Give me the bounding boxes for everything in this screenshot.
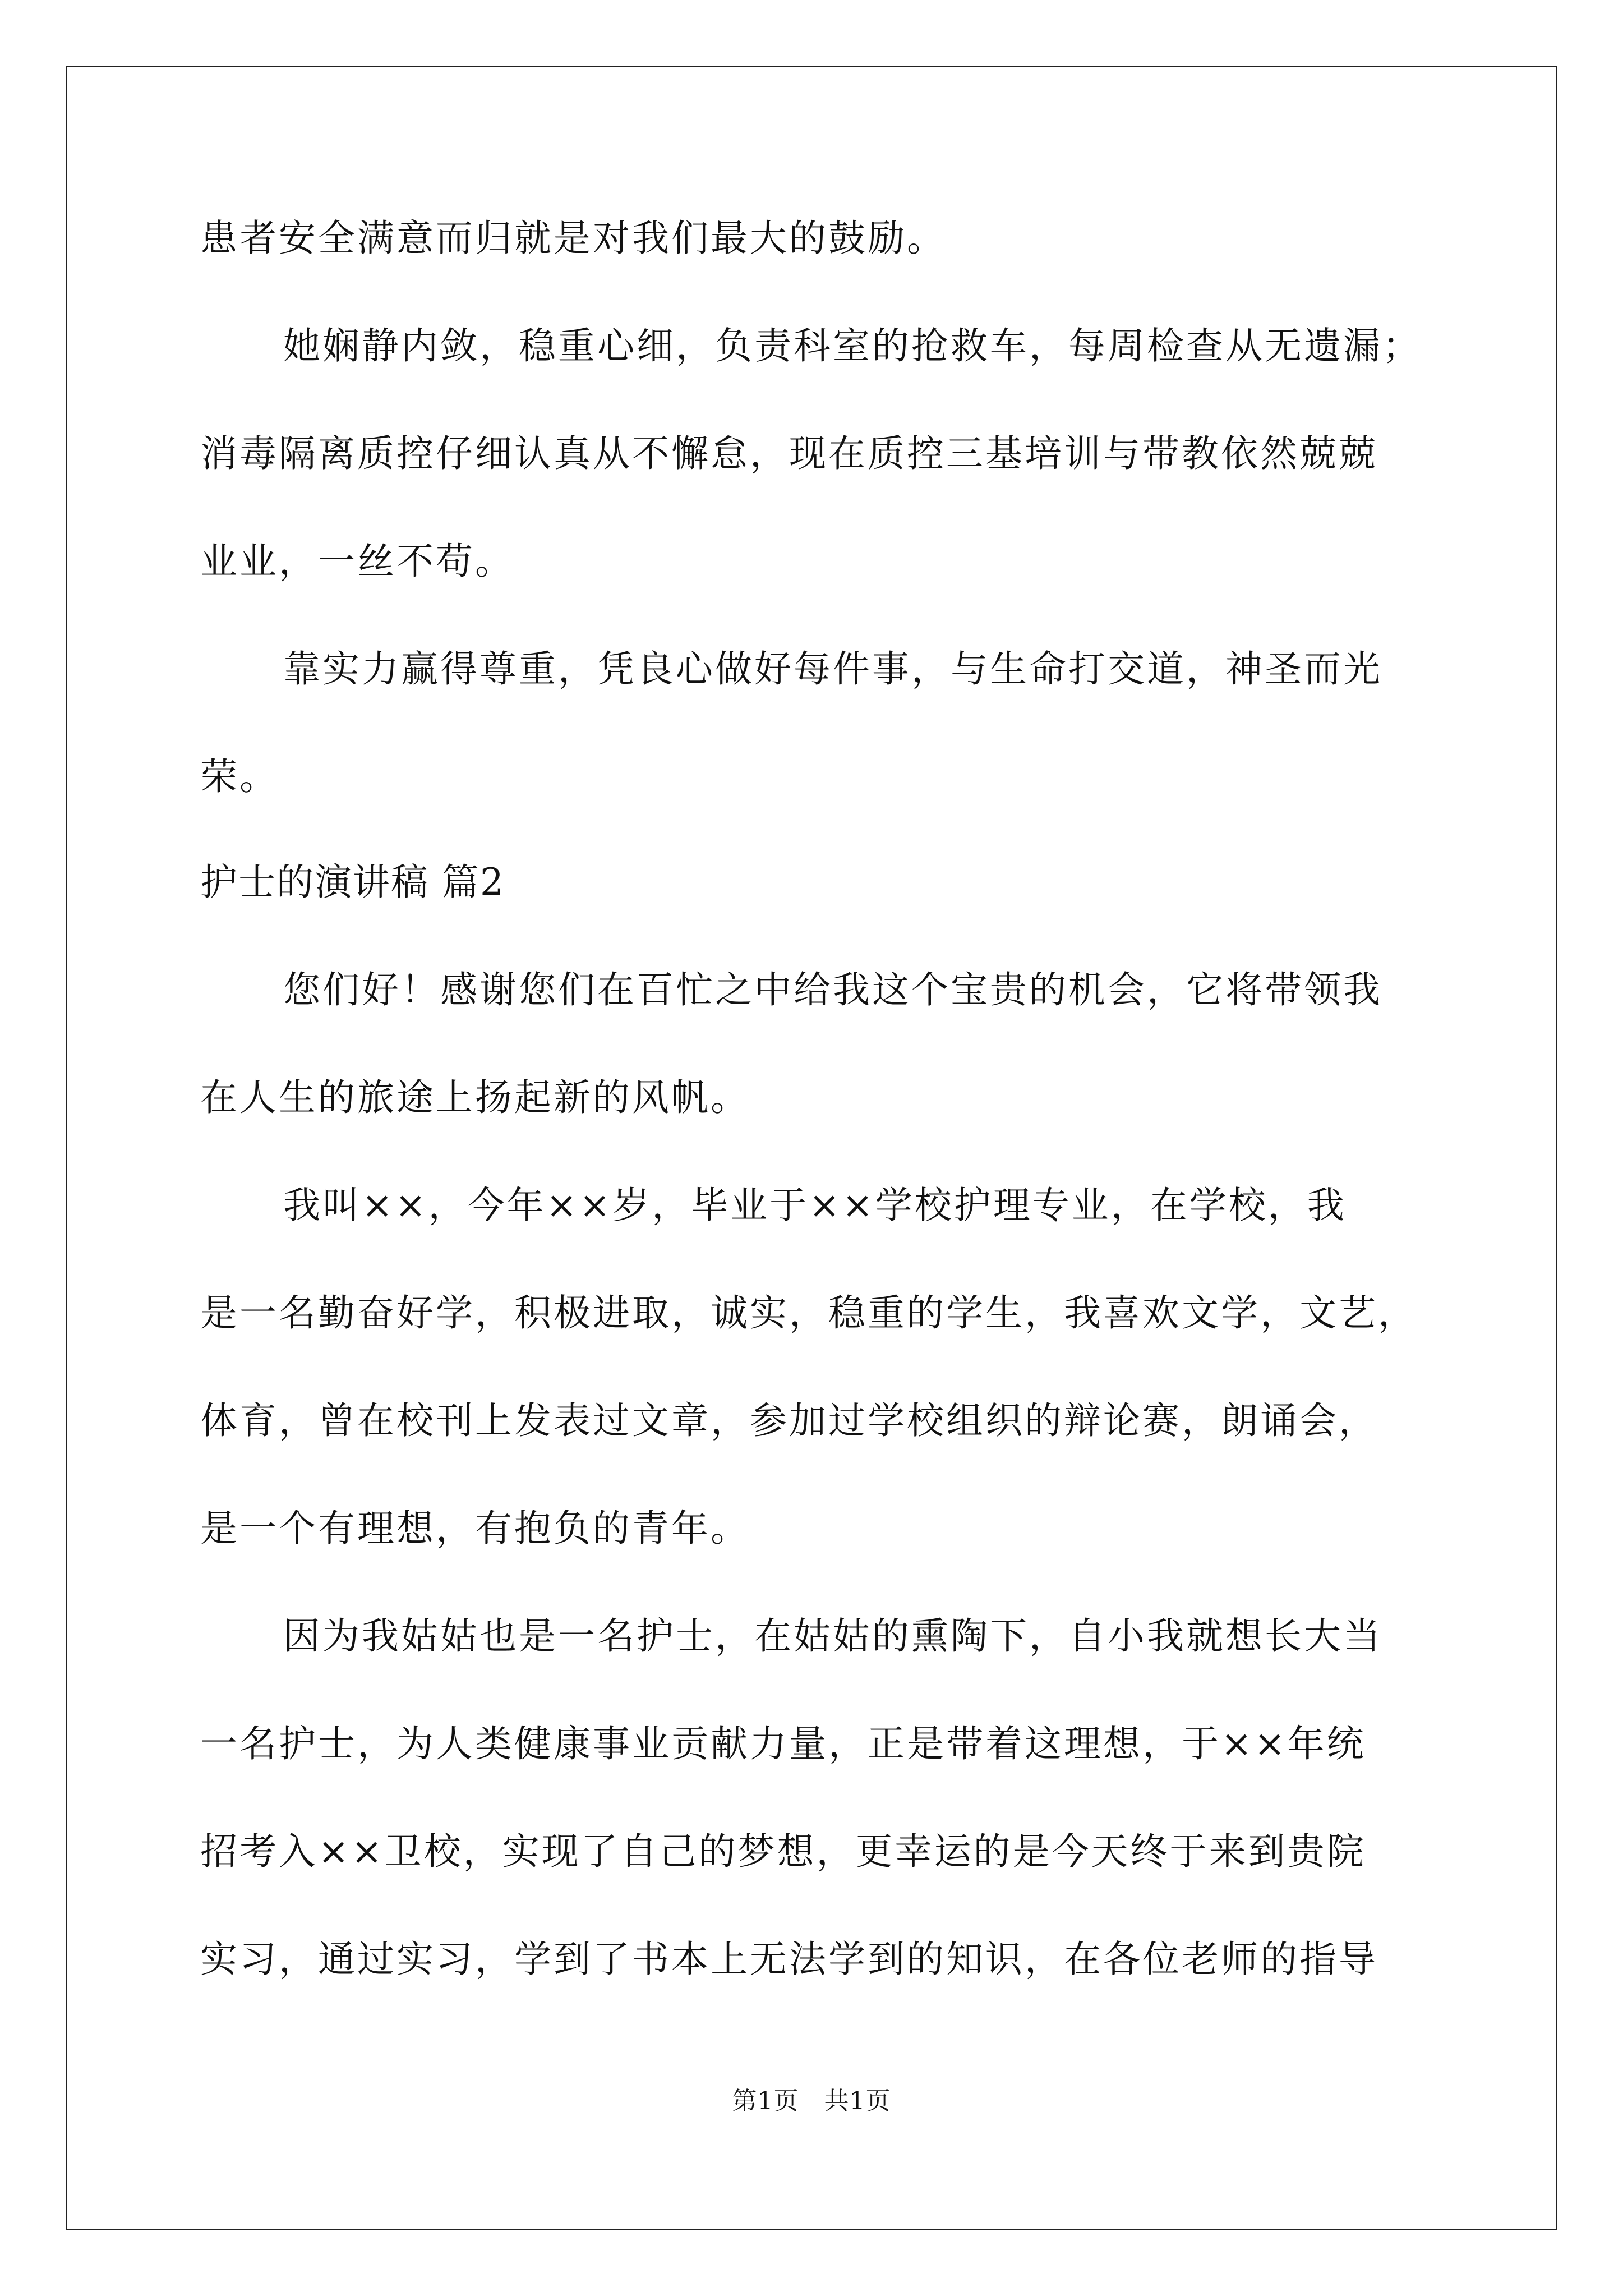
paragraph-line: 实习，通过实习，学到了书本上无法学到的知识，在各位老师的指导 bbox=[200, 1938, 1378, 1981]
paragraph-line: 她娴静内敛，稳重心细，负责科室的抢救车，每周检查从无遗漏； bbox=[283, 324, 1422, 367]
paragraph-line: 患者安全满意而归就是对我们最大的鼓励。 bbox=[200, 217, 946, 260]
page-number-footer: 第1页 共1页 bbox=[732, 2087, 891, 2115]
section-heading: 护士的演讲稿 篇2 bbox=[200, 861, 505, 904]
paragraph-line: 荣。 bbox=[200, 755, 279, 798]
paragraph-line: 业业，一丝不苟。 bbox=[200, 540, 514, 583]
paragraph-line: 是一个有理想，有抱负的青年。 bbox=[200, 1507, 750, 1550]
paragraph-line: 您们好！感谢您们在百忙之中给我这个宝贵的机会，它将带领我 bbox=[283, 968, 1382, 1011]
paragraph-line: 在人生的旅途上扬起新的风帆。 bbox=[200, 1076, 750, 1119]
paragraph-line: 消毒隔离质控仔细认真从不懈怠，现在质控三基培训与带教依然兢兢 bbox=[200, 432, 1378, 475]
paragraph-line: 是一名勤奋好学，积极进取，诚实，稳重的学生，我喜欢文学，文艺， bbox=[200, 1291, 1417, 1335]
paragraph-line: 我叫××，今年××岁，毕业于××学校护理专业，在学校，我 bbox=[283, 1184, 1347, 1227]
paragraph-line: 靠实力赢得尊重，凭良心做好每件事，与生命打交道，神圣而光 bbox=[283, 647, 1382, 691]
paragraph-line: 体育，曾在校刊上发表过文章，参加过学校组织的辩论赛，朗诵会， bbox=[200, 1399, 1378, 1442]
paragraph-line: 一名护士，为人类健康事业贡献力量，正是带着这理想，于××年统 bbox=[200, 1722, 1366, 1765]
paragraph-line: 因为我姑姑也是一名护士，在姑姑的熏陶下，自小我就想长大当 bbox=[283, 1614, 1382, 1658]
page-border bbox=[66, 66, 1557, 2230]
paragraph-line: 招考入××卫校，实现了自己的梦想，更幸运的是今天终于来到贵院 bbox=[200, 1830, 1366, 1873]
